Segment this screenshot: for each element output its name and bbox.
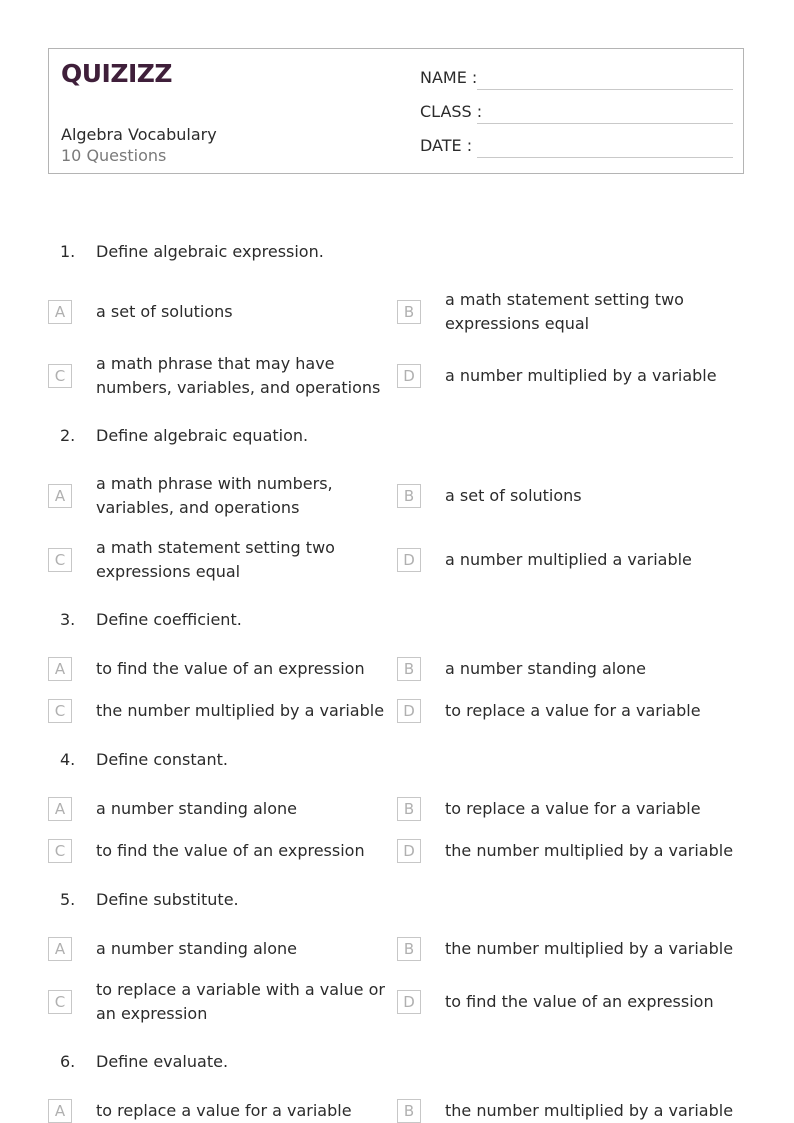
- option-a-box[interactable]: A: [48, 797, 72, 821]
- option-b-text: the number multiplied by a variable: [445, 939, 734, 958]
- option-b-text: a number standing alone: [445, 659, 646, 678]
- option-b-box[interactable]: B: [397, 657, 421, 681]
- name-line[interactable]: [477, 89, 733, 90]
- option-b-text: to replace a value for a variable: [445, 799, 701, 818]
- option-d-box[interactable]: D: [397, 839, 421, 863]
- option-b-text: a math statement setting two expressions equal: [445, 290, 684, 333]
- option-c-text: the number multiplied by a variable: [96, 701, 385, 720]
- option-a-text: to replace a value for a variable: [96, 1101, 352, 1120]
- option-c-box[interactable]: C: [48, 699, 72, 723]
- option-a-text: to find the value of an expression: [96, 659, 365, 678]
- option-b-text: the number multiplied by a variable: [445, 1101, 734, 1120]
- question-text: Define coefficient.: [96, 610, 242, 629]
- option-c-text: a math phrase that may have numbers, variables, and operations: [96, 354, 381, 397]
- option-a-box[interactable]: A: [48, 657, 72, 681]
- option-b-box[interactable]: B: [397, 797, 421, 821]
- option-a-text: a math phrase with numbers, variables, and operations: [96, 474, 333, 517]
- option-b-box[interactable]: B: [397, 937, 421, 961]
- class-line[interactable]: [477, 123, 733, 124]
- option-a-box[interactable]: A: [48, 484, 72, 508]
- option-d-text: to replace a value for a variable: [445, 701, 701, 720]
- option-b-box[interactable]: B: [397, 1099, 421, 1123]
- class-label: CLASS :: [420, 102, 483, 121]
- option-b-box[interactable]: B: [397, 300, 421, 324]
- option-a-box[interactable]: A: [48, 300, 72, 324]
- question-number: 4.: [60, 750, 76, 769]
- option-c-box[interactable]: C: [48, 990, 72, 1014]
- option-d-box[interactable]: D: [397, 990, 421, 1014]
- question-text: Define constant.: [96, 750, 228, 769]
- option-a-box[interactable]: A: [48, 1099, 72, 1123]
- option-d-box[interactable]: D: [397, 364, 421, 388]
- name-label: NAME :: [420, 68, 478, 87]
- option-c-box[interactable]: C: [48, 548, 72, 572]
- question-number: 1.: [60, 242, 76, 261]
- question-text: Define algebraic equation.: [96, 426, 309, 445]
- option-c-box[interactable]: C: [48, 364, 72, 388]
- option-d-text: a number multiplied a variable: [445, 550, 692, 569]
- question-text: Define evaluate.: [96, 1052, 229, 1071]
- question-number: 6.: [60, 1052, 76, 1071]
- option-c-box[interactable]: C: [48, 839, 72, 863]
- question-number: 5.: [60, 890, 76, 909]
- option-a-text: a set of solutions: [96, 302, 233, 321]
- quizizz-logo: QUIZIZZ: [61, 59, 173, 88]
- question-count: 10 Questions: [61, 146, 167, 165]
- worksheet-title: Algebra Vocabulary: [61, 125, 217, 144]
- option-c-text: to replace a variable with a value or an expression: [96, 980, 385, 1023]
- option-d-box[interactable]: D: [397, 699, 421, 723]
- option-d-text: a number multiplied by a variable: [445, 366, 717, 385]
- date-line[interactable]: [477, 157, 733, 158]
- option-d-box[interactable]: D: [397, 548, 421, 572]
- question-number: 3.: [60, 610, 76, 629]
- option-c-text: to find the value of an expression: [96, 841, 365, 860]
- option-a-box[interactable]: A: [48, 937, 72, 961]
- option-a-text: a number standing alone: [96, 799, 297, 818]
- question-text: Define substitute.: [96, 890, 239, 909]
- option-b-text: a set of solutions: [445, 486, 582, 505]
- option-d-text: the number multiplied by a variable: [445, 841, 734, 860]
- option-c-text: a math statement setting two expressions equal: [96, 538, 335, 581]
- option-a-text: a number standing alone: [96, 939, 297, 958]
- date-label: DATE :: [420, 136, 473, 155]
- worksheet-header: [48, 48, 744, 174]
- question-text: Define algebraic expression.: [96, 242, 324, 261]
- question-number: 2.: [60, 426, 76, 445]
- option-d-text: to find the value of an expression: [445, 992, 714, 1011]
- option-b-box[interactable]: B: [397, 484, 421, 508]
